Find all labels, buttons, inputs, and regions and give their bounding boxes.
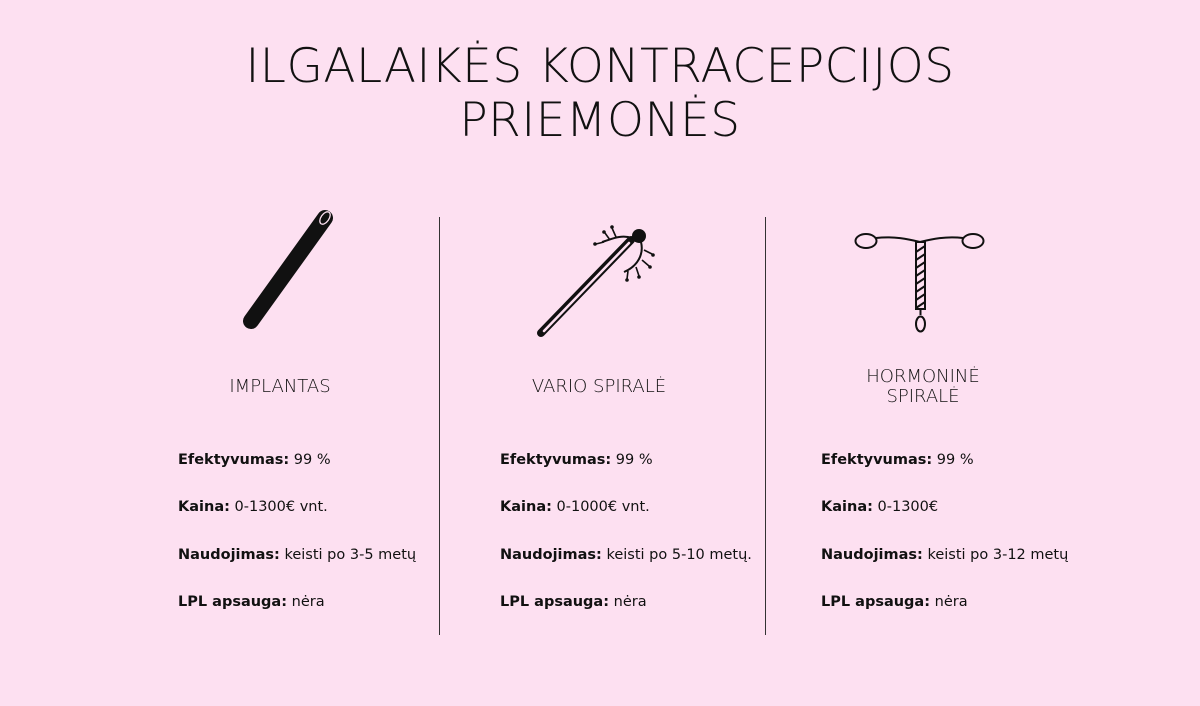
column-title-line: VARIO SPIRALĖ (531, 376, 667, 397)
fact-usage (500, 545, 752, 592)
facts-list-hormonine-spirale (821, 450, 1068, 639)
page-title-line-2: PRIEMONĖS (459, 93, 741, 148)
fact-label: Naudojimas: (500, 546, 602, 563)
fact-label: LPL apsauga: (178, 593, 288, 610)
copper-iud-inserter-icon (528, 220, 658, 345)
fact-value: 99 % (936, 452, 974, 468)
column-divider-2 (765, 217, 766, 635)
fact-value: 99 % (293, 452, 331, 468)
hormonal-iud-icon (852, 228, 992, 338)
fact-label: Naudojimas: (821, 546, 923, 563)
column-title-line-1: HORMONINĖ (866, 366, 980, 387)
fact-price (500, 497, 752, 544)
fact-value: nėra (291, 593, 325, 610)
fact-usage (821, 545, 1068, 592)
fact-label: Efektyvumas: (821, 452, 933, 468)
fact-value: keisti po 3-12 metų (927, 546, 1069, 563)
fact-value: 99 % (615, 452, 653, 468)
fact-value: 0-1300€ (877, 499, 939, 516)
facts-list-implantas (178, 450, 416, 639)
fact-price (178, 497, 416, 544)
facts-list-vario-spirale (500, 450, 752, 639)
fact-label: Kaina: (178, 499, 230, 516)
fact-efficiency (821, 450, 1068, 497)
fact-efficiency (178, 450, 416, 497)
fact-value: nėra (934, 593, 968, 610)
column-title-vario-spirale (499, 377, 699, 397)
fact-value: 0-1300€ vnt. (234, 499, 328, 516)
fact-value: nėra (613, 593, 647, 610)
fact-label: Kaina: (821, 499, 873, 516)
fact-label: LPL apsauga: (500, 593, 610, 610)
fact-usage (178, 545, 416, 592)
fact-label: Efektyvumas: (178, 452, 290, 468)
fact-value: keisti po 3-5 metų (284, 546, 417, 563)
fact-sti-protection (500, 592, 752, 639)
column-title-implantas (180, 377, 380, 397)
fact-sti-protection (178, 592, 416, 639)
fact-label: Kaina: (500, 499, 552, 516)
fact-value: keisti po 5-10 metų. (606, 546, 752, 563)
implant-rod-icon (232, 205, 342, 340)
fact-efficiency (500, 450, 752, 497)
fact-label: LPL apsauga: (821, 593, 931, 610)
page-title-line-1: ILGALAIKĖS KONTRACEPCIJOS (245, 39, 955, 94)
fact-sti-protection (821, 592, 1068, 639)
page-title (0, 40, 1200, 148)
column-title-line-2: SPIRALĖ (886, 386, 960, 407)
fact-label: Efektyvumas: (500, 452, 612, 468)
column-title-line: IMPLANTAS (229, 376, 331, 397)
column-divider-1 (439, 217, 440, 635)
fact-label: Naudojimas: (178, 546, 280, 563)
fact-price (821, 497, 1068, 544)
fact-value: 0-1000€ vnt. (556, 499, 650, 516)
column-title-hormonine-spirale (823, 367, 1023, 407)
